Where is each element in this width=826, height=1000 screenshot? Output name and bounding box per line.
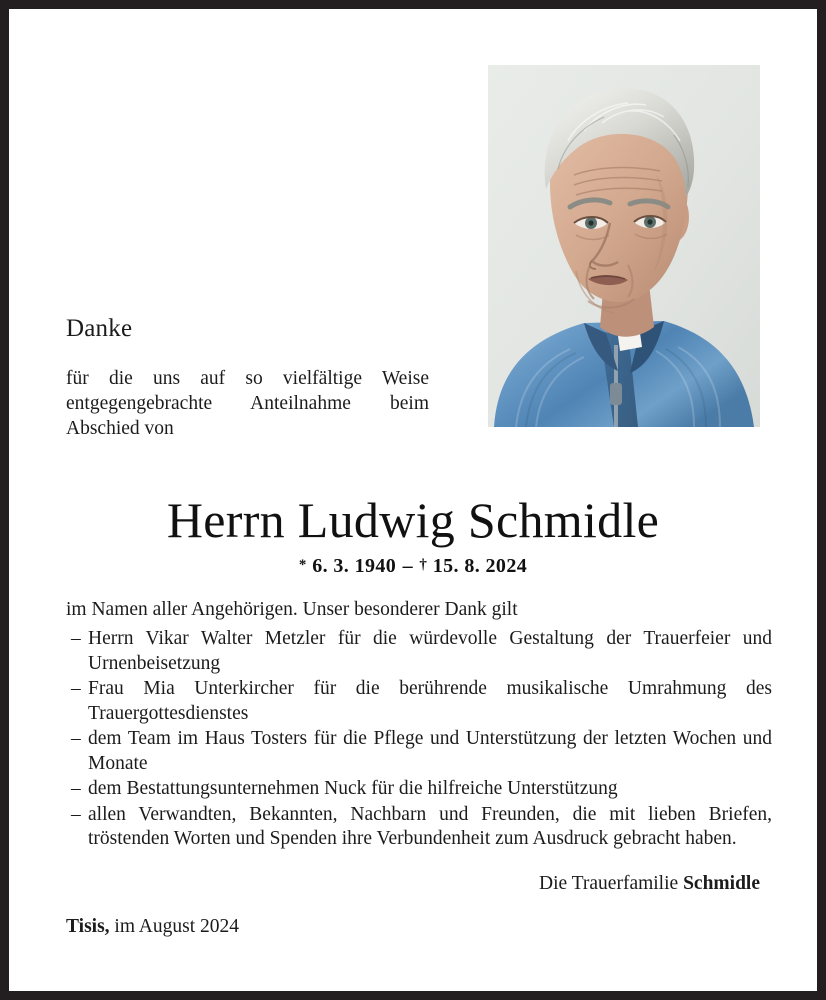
family-name: Schmidle [683, 873, 760, 894]
thanks-list [66, 627, 772, 853]
list-item: – allen Verwandten, Bekannten, Nachbarn und Freunden, die mit lieben Briefen, tröstenden Worten und Spenden ihre Verbundenheit zum Ausdruck gebracht haben. [66, 803, 772, 852]
deceased-name: Herrn Ludwig Schmidle [166, 492, 660, 548]
lead-paragraph: im Namen aller Angehörigen. Unser besonderer Dank gilt [66, 599, 518, 620]
place-name: Tisis, [66, 916, 110, 937]
birth-date: 6. 3. 1940 [312, 555, 397, 577]
family-signature [66, 871, 760, 896]
list-item: – Frau Mia Unterkircher für die berührende musikalische Umrahmung des Trauergottesdienstes [66, 677, 772, 726]
death-date: 15. 8. 2024 [432, 555, 528, 577]
place-and-date [66, 914, 239, 939]
notice-date: im August 2024 [109, 916, 240, 937]
portrait-illustration [488, 65, 760, 427]
list-item: – dem Bestattungsunternehmen Nuck für die hilfreiche Unterstützung [66, 777, 772, 802]
portrait-photo [488, 65, 760, 427]
list-item: – Herrn Vikar Walter Metzler für die würdevolle Gestaltung der Trauerfeier und Urnenbeisetzung [66, 627, 772, 676]
notice-body [9, 9, 817, 991]
life-dates [18, 555, 808, 578]
list-item: – dem Team im Haus Tosters für die Pflege und Unterstützung der letzten Wochen und Monate [66, 727, 772, 776]
date-separator: – [402, 555, 413, 577]
death-cross-icon: † [419, 557, 428, 573]
intro-paragraph: für die uns auf so vielfältige Weise entgegengebrachte Anteilnahme beim Abschied von [66, 368, 429, 439]
family-prefix: Die Trauerfamilie [539, 873, 684, 894]
page-title: Danke [66, 315, 133, 342]
birth-star-icon: * [298, 557, 307, 573]
